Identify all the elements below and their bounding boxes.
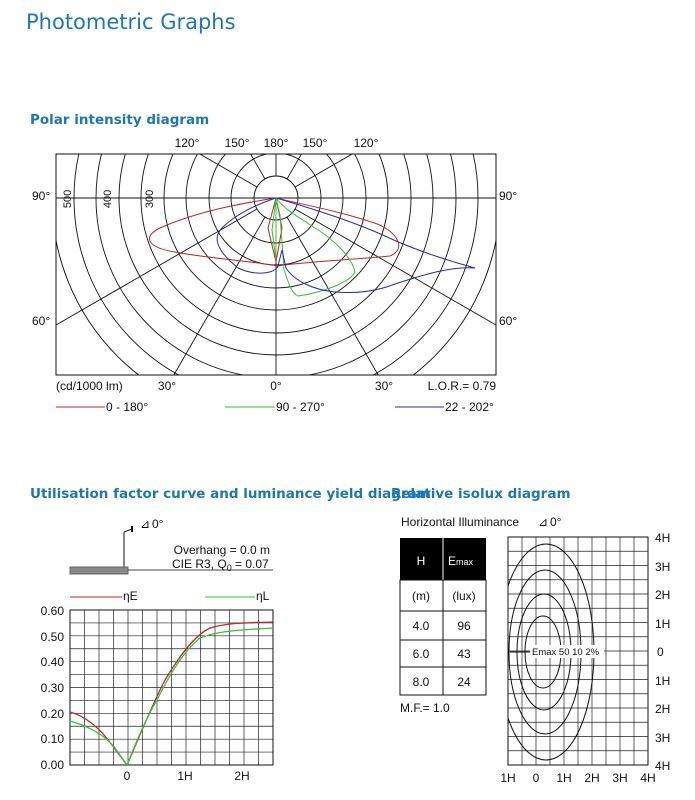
polar-diagram-title: Polar intensity diagram: [30, 112, 210, 128]
polar-label-90-right: 90°: [499, 189, 518, 203]
isolux-col-e: Emax: [448, 554, 474, 568]
isolux-mf-label: M.F.= 1.0: [400, 701, 450, 715]
ufc-angle-icon: ⊿: [140, 517, 151, 531]
ufc-y-tick-0.40: 0.40: [40, 655, 64, 669]
isolux-y-tick-4H-top: 4H: [655, 531, 671, 545]
isolux-y-tick-2H-bottom: 2H: [655, 702, 671, 716]
isolux-col-h: H: [416, 554, 426, 568]
polar-top-label-180: 180°: [263, 136, 289, 150]
polar-legend: [56, 400, 494, 414]
legend-label-0-180: 0 - 180°: [106, 400, 149, 414]
ufc-y-tick-0.60: 0.60: [40, 604, 64, 618]
isolux-y-tick-4H-bottom: 4H: [655, 759, 671, 773]
polar-top-label-120-right: 120°: [353, 136, 379, 150]
isolux-diagram: [400, 515, 670, 785]
utilisation-factor-diagram: [41, 517, 273, 783]
polar-lor-label: L.O.R.= 0.79: [427, 379, 496, 393]
isolux-x-tick-1H-left: 1H: [500, 771, 516, 785]
isolux-angle-icon: ⊿: [538, 515, 549, 529]
polar-label-60-left: 60°: [32, 314, 51, 328]
isolux-row-e-2: 43: [457, 647, 471, 661]
isolux-x-tick-0: 0: [532, 771, 540, 785]
polar-bottom-label-30-left: 30°: [157, 379, 177, 393]
isolux-table: [400, 538, 486, 715]
isolux-y-tick-2H-top: 2H: [655, 588, 671, 602]
isolux-unit-h: (m): [412, 589, 430, 603]
utilisation-factor-title: Utilisation factor curve and luminance yield diagram: [30, 486, 431, 502]
isolux-diagram-title: Relative isolux diagram: [391, 486, 571, 502]
ufc-legend-label-etaE: ηE: [123, 589, 138, 603]
polar-top-label-150-left: 150°: [224, 136, 250, 150]
polar-spoke-300: [287, 0, 476, 179]
legend-label-90-270: 90 - 270°: [276, 400, 325, 414]
ufc-cie-label: CIE R3, $Q_0 = 0.07$: [172, 557, 269, 573]
ufc-legend: [70, 589, 270, 603]
isolux-row-h-3: 8.0: [412, 675, 430, 689]
isolux-row-e-1: 96: [457, 619, 471, 633]
polar-top-label-150-right: 150°: [302, 136, 328, 150]
polar-label-60-right: 60°: [499, 314, 518, 328]
polar-unit-label: (cd/1000 lm): [56, 379, 123, 393]
page-title: Photometric Graphs: [26, 10, 236, 34]
isolux-unit-e: (lux): [452, 589, 476, 603]
isolux-angle-label: 0°: [550, 515, 562, 529]
ufc-y-tick-0.50: 0.50: [40, 630, 64, 644]
ufc-angle-label: 0°: [152, 517, 164, 531]
ufc-legend-label-etaL: ηL: [256, 589, 270, 603]
ufc-overhang-label: Overhang = 0.0 m: [173, 543, 270, 557]
isolux-y-tick-3H-top: 3H: [655, 560, 671, 574]
ufc-y-tick-0.00: 0.00: [40, 758, 64, 772]
polar-bottom-label-30-right: 30°: [374, 379, 394, 393]
isolux-row-e-3: 24: [457, 675, 471, 689]
isolux-x-tick-1H: 1H: [556, 771, 572, 785]
polar-radial-label-500: 500: [62, 189, 74, 209]
polar-label-90-left: 90°: [32, 189, 51, 203]
legend-label-22-202: 22 - 202°: [445, 400, 494, 414]
isolux-x-tick-2H: 2H: [584, 771, 600, 785]
ufc-x-tick-0: 0: [123, 769, 131, 783]
polar-radial-label-400: 400: [102, 189, 114, 209]
isolux-y-tick-0: 0: [657, 645, 664, 659]
polar-top-label-120-left: 120°: [174, 136, 200, 150]
ufc-y-tick-0.30: 0.30: [40, 681, 64, 695]
ufc-x-tick-1H: 1H: [177, 769, 193, 783]
polar-spoke-240: [76, 0, 265, 179]
isolux-curve-label: Emax 50 10 2%: [532, 647, 600, 658]
ufc-y-tick-0.20: 0.20: [40, 707, 64, 721]
isolux-row-h-2: 6.0: [412, 647, 430, 661]
isolux-y-tick-1H-top: 1H: [655, 617, 671, 631]
isolux-x-tick-4H: 4H: [640, 771, 656, 785]
isolux-y-tick-1H-bottom: 1H: [655, 674, 671, 688]
isolux-y-tick-3H-bottom: 3H: [655, 731, 671, 745]
ufc-y-tick-0.10: 0.10: [40, 732, 64, 746]
polar-bottom-label-0: 0°: [270, 379, 282, 393]
polar-radial-label-300: 300: [144, 189, 156, 209]
ufc-x-tick-2H: 2H: [234, 769, 250, 783]
isolux-row-h-1: 4.0: [412, 619, 430, 633]
isolux-x-tick-3H: 3H: [612, 771, 628, 785]
isolux-header-label: Horizontal Illuminance: [401, 515, 520, 529]
